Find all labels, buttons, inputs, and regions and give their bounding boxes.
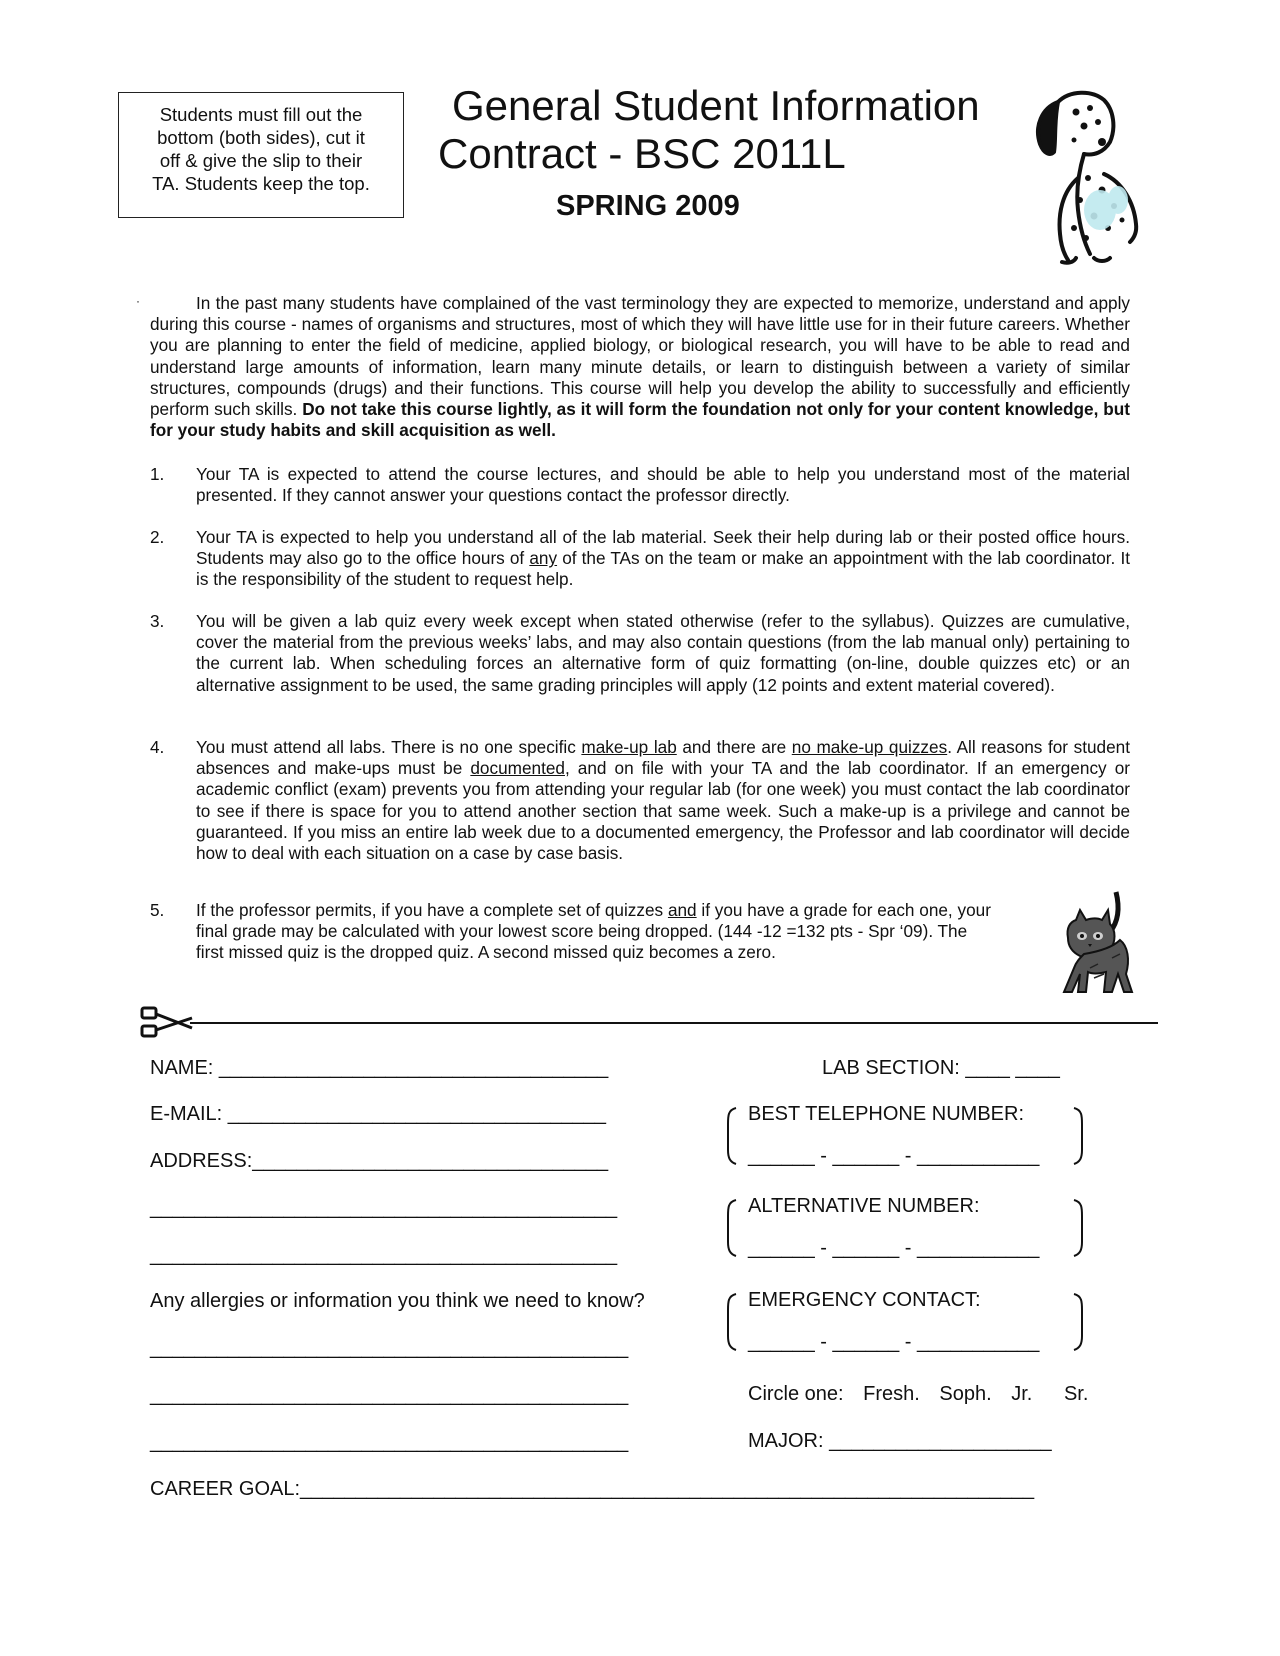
- item-text: You must attend all labs. There is no one specific make-up lab and there are no make-up quizzes. All reasons for student absences and make-ups must be documented, and on file with your TA and the lab coordinator. If an emergency or academic conflict (exam) prevents you from attending your regular lab (for one week) you must contact the lab coordinator to see if there is space for you to attend another section that same week. Such a make-up is a privilege and cannot be guaranteed. If you miss an entire lab week due to a documented emergency, the Professor and lab coordinator will decide how to deal with each situation on a case by case basis.: [196, 737, 1130, 864]
- intro-paragraph: [136, 293, 1131, 441]
- address-field[interactable]: ADDRESS:________________________________: [150, 1150, 609, 1172]
- notice-line-3: off & give the slip to their: [159, 150, 363, 171]
- allergies-label: Any allergies or information you think we need to know?: [150, 1290, 645, 1312]
- lab-section-field[interactable]: LAB SECTION: ____ ____: [822, 1057, 1060, 1079]
- item-text: If the professor permits, if you have a complete set of quizzes and if you have a grade for each one, your final grade may be calculated with your lowest score being dropped. (144 -12 =132 pts - Spr ‘09). The first missed quiz is the dropped quiz. A second missed quiz becomes a zero.: [196, 900, 991, 963]
- major-field[interactable]: MAJOR: ____________________: [748, 1430, 1052, 1452]
- circle-one-label: Circle one:: [748, 1383, 844, 1405]
- option-sr[interactable]: Sr.: [1063, 1383, 1089, 1405]
- kitten-icon: [1050, 888, 1142, 1002]
- underlined-and: and: [667, 900, 697, 920]
- emergency-contact-label: EMERGENCY CONTACT:: [748, 1289, 981, 1311]
- item-text: Your TA is expected to attend the course lectures, and should be able to help you understand most of the material presented. If they cannot answer your questions contact the professor directly.: [196, 464, 1130, 506]
- option-jr[interactable]: Jr.: [1011, 1383, 1033, 1405]
- intro-bullet: ·: [136, 294, 140, 308]
- item-text: Your TA is expected to help you understand all of the lab material. Seek their help during lab or their posted office hours. Students may also go to the office hours of any of the TAs on the team or make an appointment with the lab coordinator. It is the responsibility of the student to request help.: [196, 527, 1131, 590]
- item-number: 5.: [150, 900, 165, 920]
- underlined-make-up-lab: make-up lab: [581, 737, 677, 757]
- address-line-3-field[interactable]: __________________________________________: [150, 1244, 618, 1266]
- name-field[interactable]: NAME: ___________________________________: [150, 1057, 609, 1079]
- cut-line: [190, 1022, 1158, 1024]
- option-fresh[interactable]: Fresh.: [863, 1383, 920, 1405]
- option-soph[interactable]: Soph.: [939, 1383, 992, 1405]
- list-item: [150, 611, 1130, 696]
- career-goal-field[interactable]: CAREER GOAL:__________________________________________________________________: [150, 1478, 1035, 1500]
- item-number: 3.: [150, 611, 165, 631]
- emergency-contact-field[interactable]: ______ - ______ - ___________: [748, 1331, 1040, 1353]
- list-item: [150, 464, 1130, 506]
- best-phone-field[interactable]: ______ - ______ - ___________: [748, 1145, 1040, 1167]
- page-title: [438, 82, 998, 178]
- semester-heading: SPRING 2009: [556, 190, 740, 222]
- item-number: 4.: [150, 737, 165, 757]
- title-line-1: General Student Information: [452, 82, 980, 129]
- list-item: [150, 527, 1130, 591]
- notice-line-1: Students must fill out the: [159, 104, 363, 125]
- allergies-line-3-field[interactable]: ___________________________________________: [150, 1431, 629, 1453]
- alt-phone-label: ALTERNATIVE NUMBER:: [748, 1195, 980, 1217]
- underlined-no-make-up-quizzes: no make-up quizzes: [791, 737, 948, 757]
- dalmatian-dog-icon: [1018, 82, 1150, 266]
- intro-bold-text: Do not take this course lightly, as it will form the foundation not only for your content knowledge, but for your study habits and skill acquisition as well.: [150, 399, 1131, 441]
- list-item: [150, 900, 1050, 964]
- item-text: You will be given a lab quiz every week except when stated otherwise (refer to the syllabus). Quizzes are cumulative, cover the material from the previous weeks’ labs, and may also contain questions (from the lab manual only) pertaining to the current lab. When scheduling forces an alternative form of quiz formatting (on-line, double quizzes etc) or an alternative assignment to be used, the same grading principles will apply (12 points and extent material covered).: [196, 611, 1130, 695]
- allergies-line-1-field[interactable]: ___________________________________________: [150, 1337, 629, 1359]
- list-item: [150, 737, 1130, 864]
- alt-phone-field[interactable]: ______ - ______ - ___________: [748, 1237, 1040, 1259]
- underlined-documented: documented: [470, 758, 565, 779]
- instruction-notice-box: [118, 92, 404, 218]
- notice-line-2: bottom (both sides), cut it: [157, 127, 365, 148]
- address-line-2-field[interactable]: __________________________________________: [150, 1197, 618, 1219]
- underlined-any: any: [529, 548, 558, 569]
- intro-text: In the past many students have complained of the vast terminology they are expected to memorize, understand and apply during this course - names of organisms and structures, most of which they will have little use for in their future careers. Whether you are planning to enter the field of medicine, applied biology, or biological research, you will have to be able to read and understand large amounts of information, learn many minute details, or learn to distinguish between a variety of similar structures, compounds (drugs) and their functions. This course will help you develop the ability to successfully and efficiently perform such skills.: [150, 293, 1130, 420]
- scissors-icon: [138, 1004, 194, 1040]
- item-number: 2.: [150, 527, 165, 547]
- email-field[interactable]: E-MAIL: __________________________________: [150, 1103, 606, 1125]
- item-number: 1.: [150, 464, 165, 484]
- class-year-selector: [748, 1382, 1088, 1406]
- allergies-line-2-field[interactable]: ___________________________________________: [150, 1384, 629, 1406]
- notice-line-4: TA. Students keep the top.: [152, 173, 370, 194]
- best-phone-label: BEST TELEPHONE NUMBER:: [748, 1103, 1024, 1125]
- title-line-2: Contract - BSC 2011L: [438, 130, 846, 177]
